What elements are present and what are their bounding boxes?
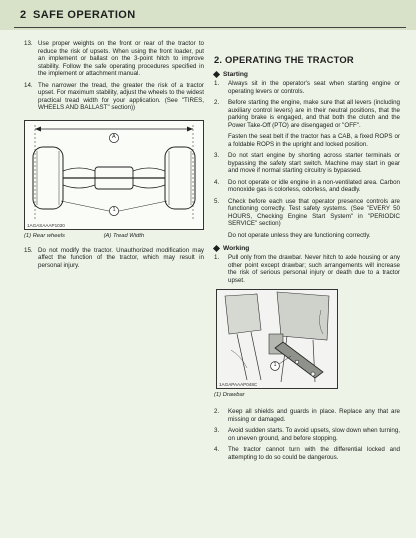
callout-a: A (112, 133, 116, 140)
callout-1: 1 (273, 362, 277, 368)
figure-code: 1AGASAAAP1030 (27, 222, 65, 228)
list-item: Do not operate unless they are functioning correctly. (228, 231, 371, 239)
drawbar-figure (216, 289, 338, 389)
working-heading: Working (214, 245, 400, 252)
section-title: 2. OPERATING THE TRACTOR (214, 54, 354, 65)
left-column (24, 40, 204, 273)
list-item-15: 15. Do not modify the tractor. Unauthorized modification may affect the function of the tractor, which may result in personal injury. (24, 246, 204, 269)
list-item: Fasten the seat belt if the tractor has a CAB, a fixed ROPS or a foldable ROPS in the upright and locked position. (228, 133, 400, 148)
starting-heading: Starting (214, 71, 400, 78)
page-header (0, 0, 416, 30)
caption-drawbar: (1) Drawbar (214, 392, 245, 398)
list-item: 4. Do not operate or idle engine in a non-ventilated area. Carbon monoxide gas is colorless, odorless, and deadly. (214, 178, 400, 193)
caption-rear-wheels: (1) Rear wheels (24, 232, 65, 239)
diamond-bullet-icon (213, 71, 220, 78)
section-header-title: SAFE OPERATION (33, 9, 136, 21)
drawbar-illustration (217, 290, 337, 388)
diamond-bullet-icon (213, 245, 220, 252)
item-13-text: Use proper weights on the front or rear of the tractor to reduce the risk of upsets. When using the front loader, put an implement or ballast on the 3-point hitch to improve stability. Follow the safe operating procedures specified in the implement or attachment manual. (38, 40, 204, 77)
page-number: 2 (20, 9, 27, 21)
right-column (214, 40, 400, 465)
list-item: 3. Do not start engine by shorting across starter terminals or bypassing the safety start switch. Machine may start in gear and move if normal starting circuitry is bypassed. (214, 152, 400, 174)
list-item: 2. Before starting the engine, make sure that all levers (including auxiliary control levers) are in their neutral positions, that the parking brake is engaged, and that both the clutch and the Power Take-Off (PTO) are disengaged or "OFF". (214, 99, 400, 129)
figure-caption (214, 392, 400, 398)
figure-caption (24, 233, 204, 239)
item-15-text: Do not modify the tractor. Unauthorized modification may affect the function of the tractor, which may result in personal injury. (38, 246, 204, 269)
list-item: 1. Always sit in the operator's seat when starting engine or operating levers or controls. (214, 80, 400, 95)
list-item: 2. Keep all shields and guards in place. Replace any that are missing or damaged. (214, 408, 400, 423)
list-item: 5. Check before each use that operator presence controls are functioning correctly. Test safety systems. (See "EVERY 50 HOURS, Checking Engine Start System" in "PERIODIC SERVICE" section) (214, 197, 400, 227)
tread-width-figure (24, 120, 204, 230)
header-rule (14, 27, 406, 28)
list-item: 4. The tractor cannot turn with the differential locked and attempting to do so could be dangerous. (214, 446, 400, 461)
list-item: 3. Avoid sudden starts. To avoid upsets, slow down when turning, on uneven ground, and before stopping. (214, 427, 400, 442)
figure-code: 1AGAPAAAP048C (219, 382, 258, 387)
list-item-13: 13. Use proper weights on the front or rear of the tractor to reduce the risk of upsets. When using the front loader, put an implement or ballast on the 3-point hitch to improve stability. Follow the safe operating procedures specified in the implement or attachment manual. (24, 40, 204, 77)
list-item: 1. Pull only from the drawbar. Never hitch to axle housing or any other point except drawbar; such arrangements will increase the risk of serious personal injury or death due to a tractor upset. (214, 254, 400, 284)
starting-list (214, 80, 400, 241)
item-14-text: The narrower the tread, the greater the risk of a tractor upset. For maximum stability, adjust the wheels to the widest practical tread width for your application. (See "TIRES, WHEELS AND BALLAST" section)) (38, 81, 204, 111)
callout-1: 1 (112, 206, 116, 213)
list-item-14: 14. The narrower the tread, the greater the risk of a tractor upset. For maximum stability, adjust the wheels to the widest practical tread width for your application. (See "TIRES, WHEELS AND BALLAST" section)) (24, 81, 204, 111)
working-list (214, 408, 400, 463)
caption-tread-width: (A) Tread Width (103, 232, 145, 239)
